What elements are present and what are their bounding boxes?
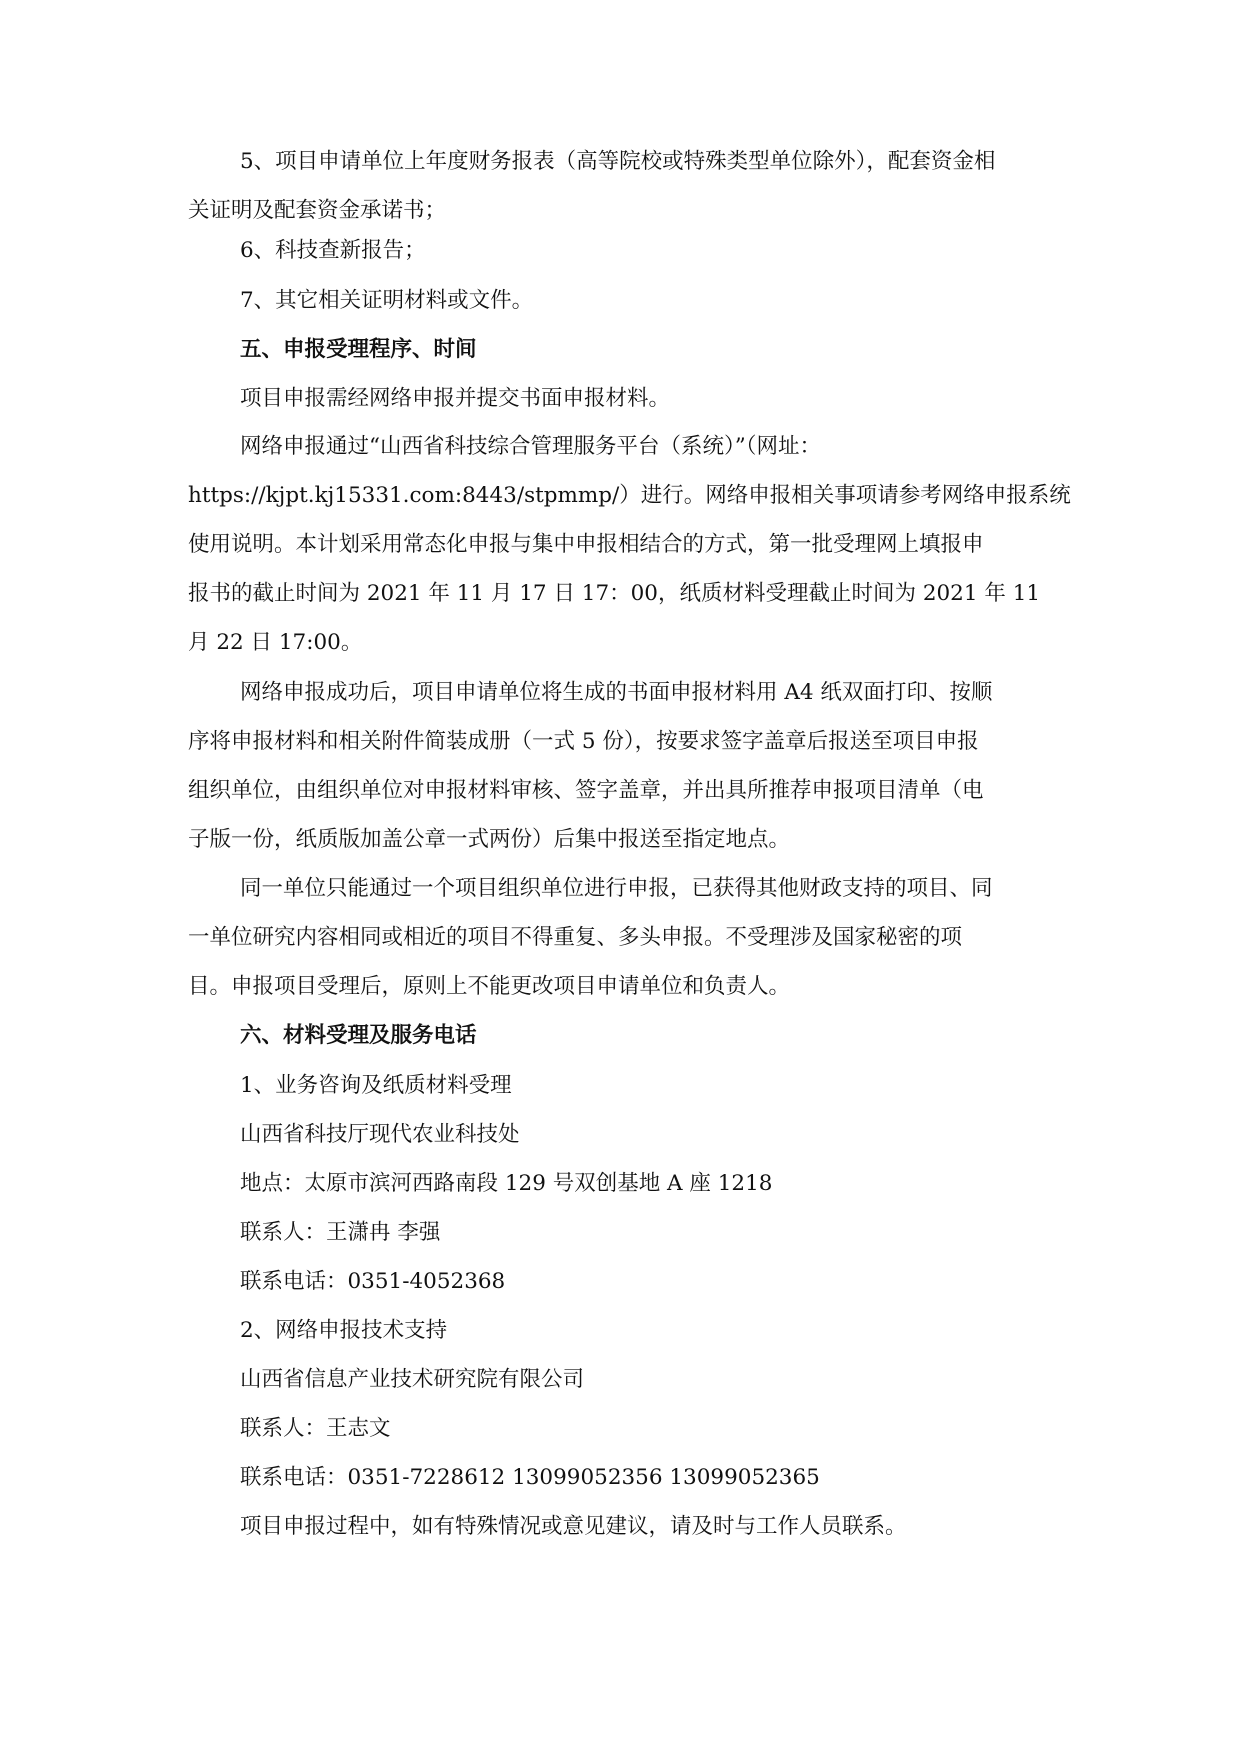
para-2-line-5: 月 22 日 17:00。: [188, 630, 363, 655]
para-3-line-4: 子版一份，纸质版加盖公章一式两份）后集中报送至指定地点。: [188, 827, 791, 852]
section-5-para-2: [188, 428, 1071, 661]
sub-1-phone: 联系电话：0351-4052368: [240, 1269, 506, 1294]
para-2-line-2: https://kjpt.kj15331.com:8443/stpmmp/）进行。网络申报相关事项请参考网络申报系统: [188, 483, 1071, 508]
para-4-line-2: 一单位研究内容相同或相近的项目不得重复、多头申报。不受理涉及国家秘密的项: [188, 925, 963, 950]
item-6: 6、科技查新报告；: [240, 238, 426, 263]
sub-1-address: 地点：太原市滨河西路南段 129 号双创基地 A 座 1218: [240, 1171, 773, 1196]
section-5-para-1: 项目申报需经网络申报并提交书面申报材料。: [240, 386, 671, 411]
para-4-line-3: 目。申报项目受理后，原则上不能更改项目申请单位和负责人。: [188, 974, 791, 999]
sub-2-org: 山西省信息产业技术研究院有限公司: [240, 1367, 585, 1392]
sub-1-org: 山西省科技厅现代农业科技处: [240, 1122, 520, 1147]
section-5-heading: 五、申报受理程序、时间: [240, 337, 477, 362]
section-5-para-3: [188, 674, 1054, 858]
sub-2-phone: 联系电话：0351-7228612 13099052356 13099052365: [240, 1465, 820, 1490]
para-2-line-3: 使用说明。本计划采用常态化申报与集中申报相结合的方式，第一批受理网上填报申: [188, 532, 984, 557]
para-4-line-1: 同一单位只能通过一个项目组织单位进行申报，已获得其他财政支持的项目、同: [240, 876, 993, 901]
item-7: 7、其它相关证明材料或文件。: [240, 288, 534, 313]
para-3-line-2: 序将申报材料和相关附件简装成册（一式 5 份），按要求签字盖章后报送至项目申报: [188, 729, 979, 754]
closing-note: 项目申报过程中，如有特殊情况或意见建议，请及时与工作人员联系。: [240, 1514, 907, 1539]
sub-2-title: 2、网络申报技术支持: [240, 1318, 448, 1343]
section-6-heading: 六、材料受理及服务电话: [240, 1023, 477, 1048]
section-5-para-4: [188, 870, 1054, 1005]
para-2-line-4: 报书的截止时间为 2021 年 11 月 17 日 17：00，纸质材料受理截止时间为 2021 年 11: [188, 581, 1041, 606]
para-3-line-3: 组织单位，由组织单位对申报材料审核、签字盖章，并出具所推荐申报项目清单（电: [188, 778, 984, 803]
para-2-line-1: 网络申报通过“山西省科技综合管理服务平台（系统）”（网址：: [240, 434, 821, 459]
item-5: [188, 143, 1054, 229]
item-5-line-2: 关证明及配套资金承诺书；: [188, 198, 447, 223]
sub-2-contact: 联系人：王志文: [240, 1416, 391, 1441]
sub-1-title: 1、业务咨询及纸质材料受理: [240, 1073, 512, 1098]
para-3-line-1: 网络申报成功后，项目申请单位将生成的书面申报材料用 A4 纸双面打印、按顺: [240, 680, 993, 705]
sub-1-contact: 联系人：王潇冉 李强: [240, 1220, 441, 1245]
item-5-line-1: 5、项目申请单位上年度财务报表（高等院校或特殊类型单位除外），配套资金相: [240, 149, 996, 174]
